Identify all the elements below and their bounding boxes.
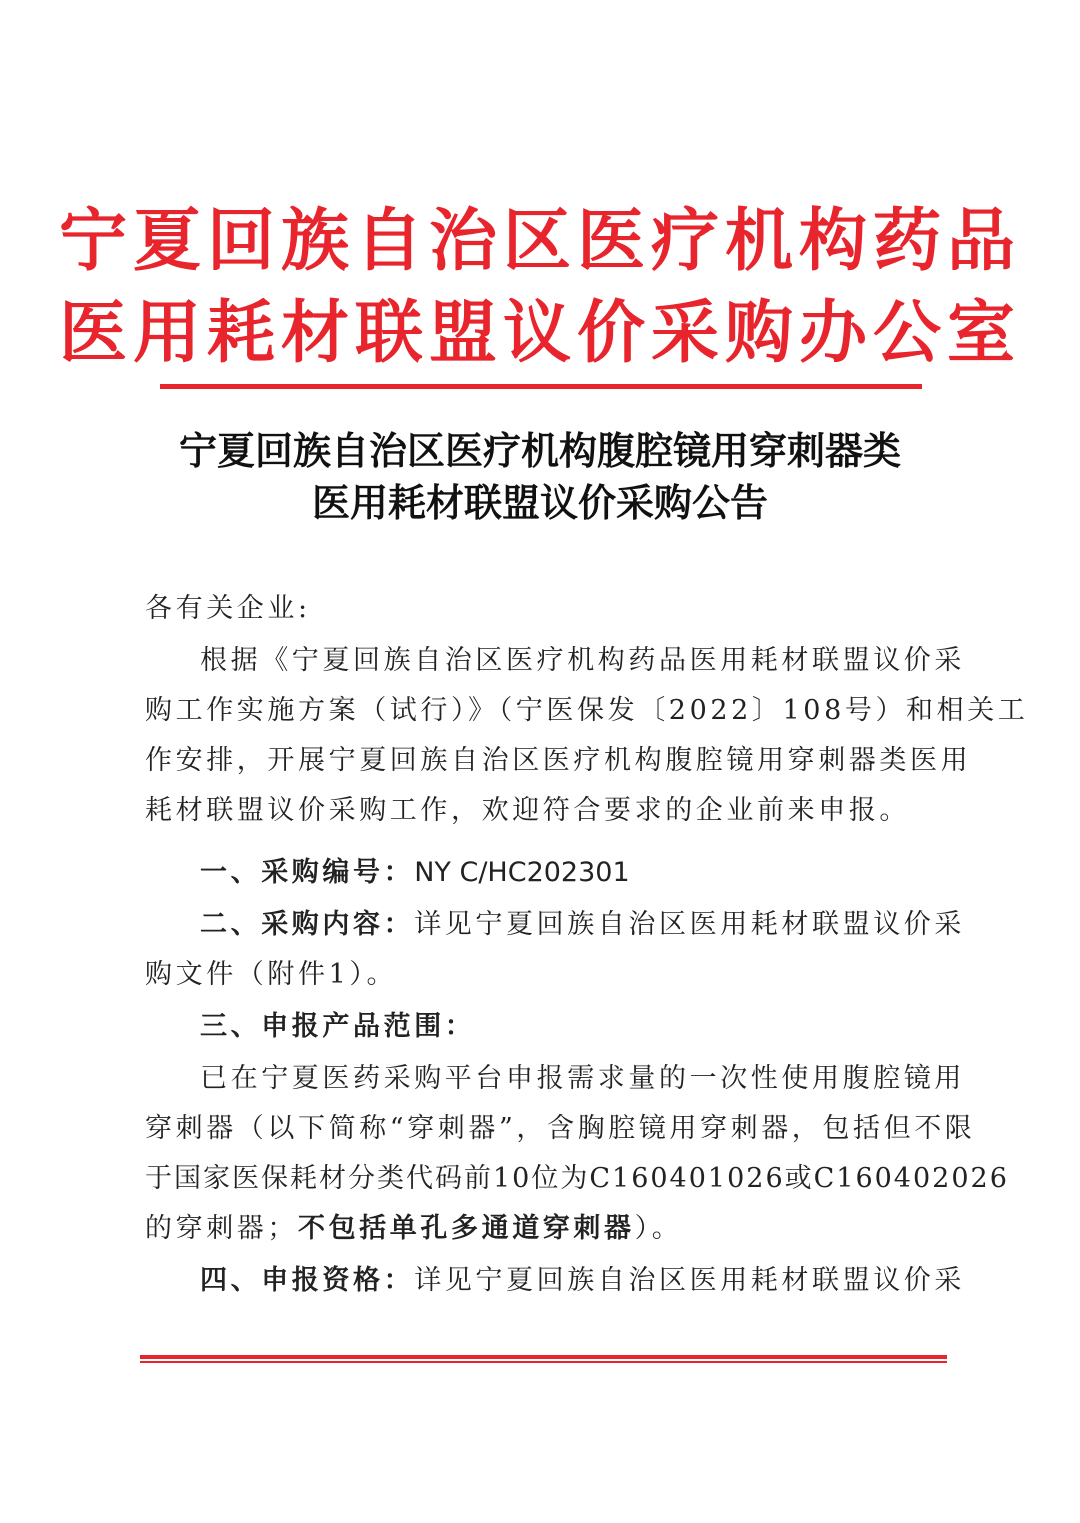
section-3-line-1: 已在宁夏医药采购平台申报需求量的一次性使用腹腔镜用 xyxy=(200,1063,965,1094)
red-divider-bottom-thick xyxy=(140,1355,947,1359)
issuer-name-line-1: 宁夏回族自治区医疗机构药品 xyxy=(58,202,1021,281)
section-3-heading xyxy=(200,1002,475,1052)
section-2-text: 详见宁夏回族自治区医用耗材联盟议价采 xyxy=(414,909,966,940)
section-4-heading: 四、申报资格： xyxy=(200,1265,415,1296)
section-3-line-4-suffix: ）。 xyxy=(634,1213,683,1244)
issuer-name-line-2: 医用耗材联盟议价采购办公室 xyxy=(58,294,1021,373)
section-2-line xyxy=(200,900,965,950)
notice-title-line-2: 医用耗材联盟议价采购公告 xyxy=(311,480,768,525)
salutation: 各有关企业: xyxy=(145,593,311,624)
intro-line-2: 购工作实施方案（试行）》（宁医保发〔2022〕108号）和相关工 xyxy=(145,695,1029,726)
section-4-line xyxy=(200,1256,965,1306)
section-3-line-4-prefix: 的穿刺器； xyxy=(145,1213,298,1244)
section-3-heading-text: 三、申报产品范围： xyxy=(200,1011,476,1042)
section-1-line xyxy=(200,848,630,898)
section-2-heading: 二、采购内容： xyxy=(200,909,415,940)
intro-line-1: 根据《宁夏回族自治区医疗机构药品医用耗材联盟议价采 xyxy=(200,645,965,676)
procurement-number: NY C/HC202301 xyxy=(414,857,630,888)
section-4-text: 详见宁夏回族自治区医用耗材联盟议价采 xyxy=(414,1265,966,1296)
section-3-line-4 xyxy=(145,1204,682,1254)
red-divider-top xyxy=(160,384,922,389)
intro-line-4: 耗材联盟议价采购工作，欢迎符合要求的企业前来申报。 xyxy=(145,795,910,826)
exclusion-text: 不包括单孔多通道穿刺器 xyxy=(298,1213,635,1244)
section-1-heading: 一、采购编号： xyxy=(200,857,415,888)
section-3-line-3: 于国家医保耗材分类代码前10位为C160401026或C160402026 xyxy=(145,1163,1009,1194)
intro-line-3: 作安排，开展宁夏回族自治区医疗机构腹腔镜用穿刺器类医用 xyxy=(145,745,972,776)
red-divider-bottom-thin xyxy=(140,1361,947,1363)
section-2-text-cont: 购文件（附件1）。 xyxy=(145,959,398,990)
notice-title-line-1: 宁夏回族自治区医疗机构腹腔镜用穿刺器类 xyxy=(178,428,901,473)
section-3-line-2: 穿刺器（以下简称“穿刺器”，含胸腔镜用穿刺器，包括但不限 xyxy=(145,1113,976,1144)
